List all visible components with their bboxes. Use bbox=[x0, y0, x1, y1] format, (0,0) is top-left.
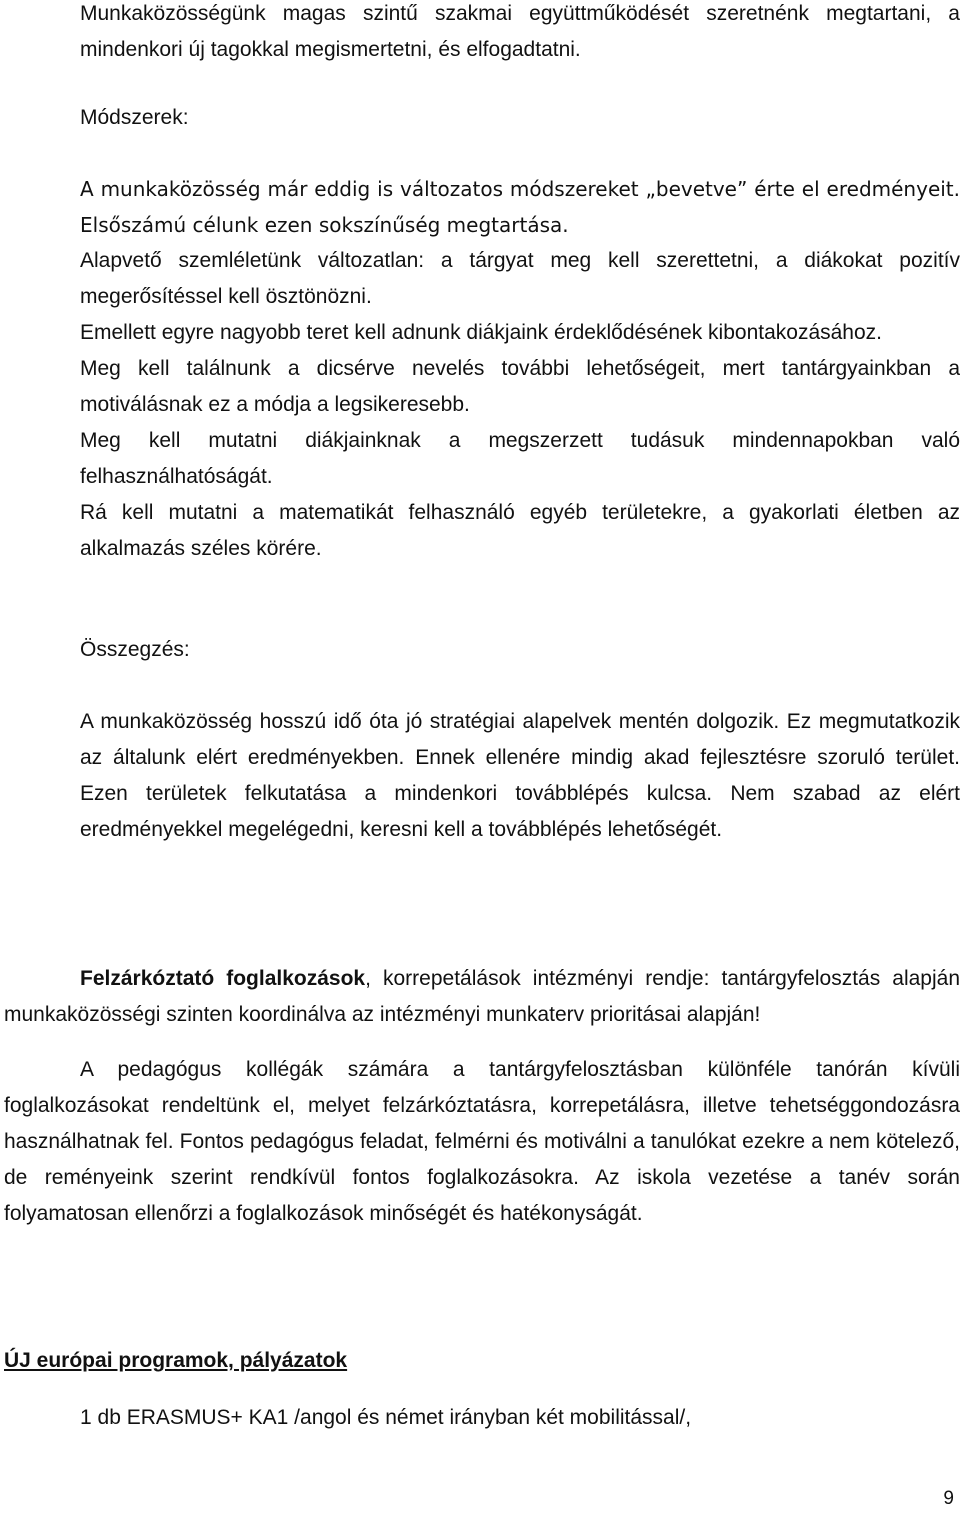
methods-paragraph-1: A munkaközösség már eddig is változatos módszereket „bevetve” érte el eredményeit. Elsőszámú célunk ezen sokszínűség megtartása. bbox=[80, 177, 960, 237]
teachers-text: A pedagógus kollégák számára a tantárgyfelosztásban különféle tanórán kívüli foglalkozásokat rendeltünk el, melyet felzárkóztatásra, korrepetálásra, illetve tehetséggondozásra használhatnak fel. Fontos pedagógus feladat, felmérni és motiválni a tanulókat ezekre a nem kötelező, de reményeink szerint rendkívül fontos foglalkozásokra. Az iskola vezetése a tanév során folyamatosan ellenőrzi a foglalkozások minőségét és hatékonyságát. bbox=[4, 1058, 960, 1225]
catchup-paragraph bbox=[4, 961, 960, 1033]
summary-label: Összegzés: bbox=[80, 638, 190, 661]
methods-paragraph-3: Emellett egyre nagyobb teret kell adnunk diákjaink érdeklődésének kibontakozásához. bbox=[80, 321, 882, 344]
methods-paragraph-4: Meg kell találnunk a dicsérve nevelés további lehetőségeit, mert tantárgyainkban a motiválásnak ez a módja a legsikeresebb. bbox=[80, 357, 960, 416]
methods-list bbox=[80, 171, 960, 567]
programs-item: 1 db ERASMUS+ KA1 /angol és német irányban két mobilitással/, bbox=[80, 1406, 692, 1429]
programs-list bbox=[80, 1400, 960, 1436]
methods-paragraph-2: Alapvető szemléletünk változatlan: a tárgyat meg kell szerettetni, a diákokat pozitív megerősítéssel kell ösztönözni. bbox=[80, 249, 960, 308]
catchup-rest: , korrepetálások intézményi rendje: tantárgyfelosztás alapján munkaközösségi szinten koordinálva az intézményi munkaterv prioritásai alapján! bbox=[4, 967, 960, 1026]
intro-paragraph bbox=[80, 0, 960, 68]
programs-heading: ÚJ európai programok, pályázatok bbox=[4, 1349, 348, 1372]
methods-paragraph-6: Rá kell mutatni a matematikát felhasználó egyéb területekre, a gyakorlati életben az alkalmazás széles körére. bbox=[80, 501, 960, 560]
teachers-paragraph bbox=[4, 1052, 960, 1232]
methods-label: Módszerek: bbox=[80, 106, 189, 129]
summary-text: A munkaközösség hosszú idő óta jó stratégiai alapelvek mentén dolgozik. Ez megmutatkozik az általunk elért eredményekben. Ennek ellenére mindig akad fejlesztésre szoruló terület. Ezen területek felkutatása a mindenkori továbblépés kulcsa. Nem szabad az elért eredményekkel megelégedni, keresni kell a továbblépés lehetőségét. bbox=[80, 710, 960, 841]
programs-heading-block bbox=[4, 1343, 960, 1379]
page-number: 9 bbox=[943, 1488, 954, 1509]
catchup-lead: Felzárkóztató foglalkozások bbox=[80, 967, 366, 990]
methods-paragraph-5: Meg kell mutatni diákjainknak a megszerzett tudásuk mindennapokban való felhasználhatóságát. bbox=[80, 429, 960, 488]
summary-paragraph bbox=[80, 704, 960, 848]
intro-text: Munkaközösségünk magas szintű szakmai együttműködését szeretnénk megtartani, a mindenkori új tagokkal megismertetni, és elfogadtatni. bbox=[80, 2, 960, 61]
